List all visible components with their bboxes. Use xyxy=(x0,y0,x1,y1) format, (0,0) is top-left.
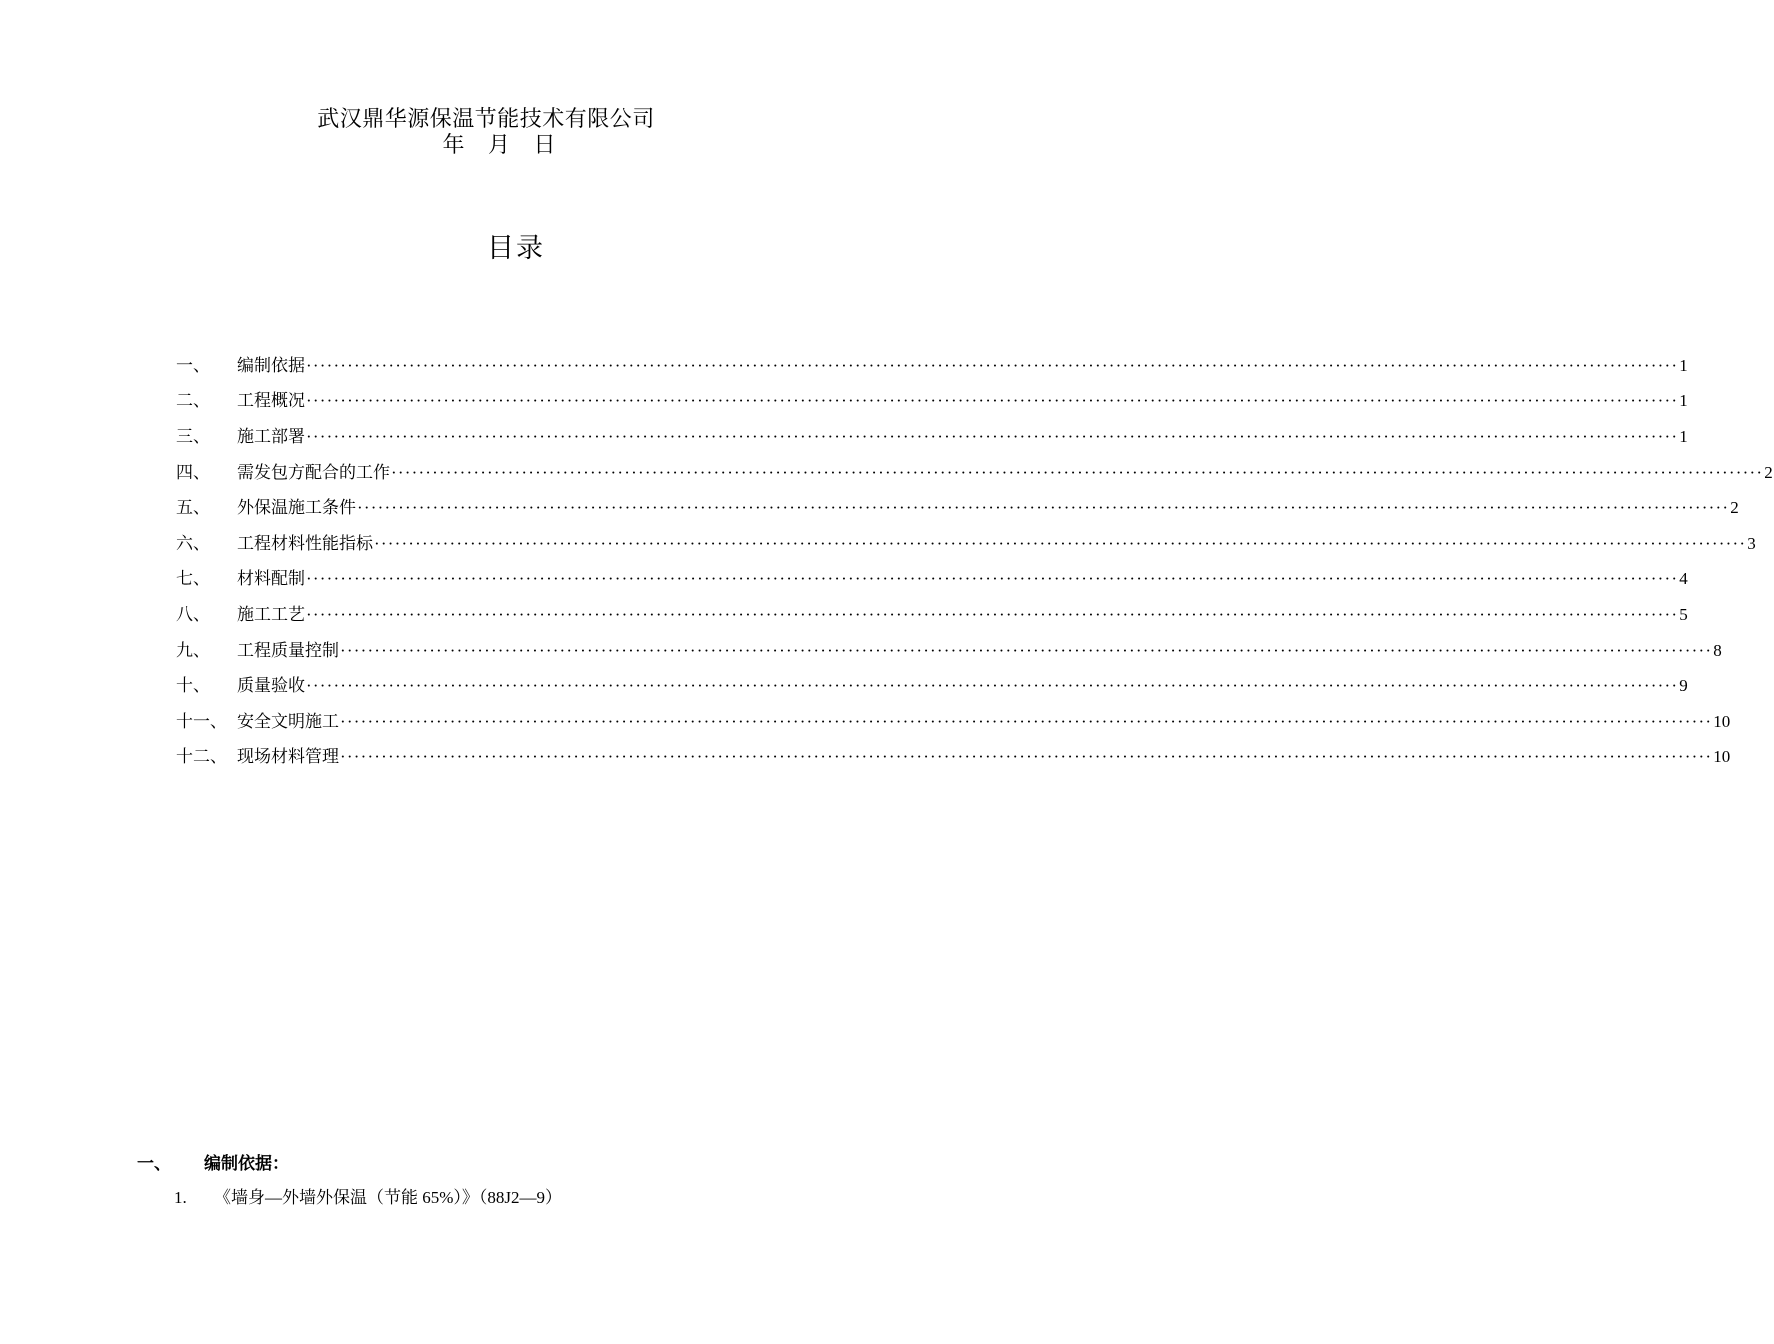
toc-entry-number: 九、 xyxy=(176,640,210,660)
toc-dot-leader: ········································································································································································································ xyxy=(306,426,1679,446)
toc-entry-12[interactable] xyxy=(176,740,1731,776)
toc-entry-number: 十、 xyxy=(176,676,210,696)
toc-entry-number: 六、 xyxy=(176,533,210,553)
toc-entry-page: 1 xyxy=(1679,391,1688,411)
toc-entry-number: 八、 xyxy=(176,604,210,624)
toc-entry-label: 质量验收 xyxy=(237,676,305,696)
toc-entry-1[interactable] xyxy=(176,348,1688,384)
toc-entry-8[interactable] xyxy=(176,597,1688,633)
toc-entry-number: 四、 xyxy=(176,462,210,482)
toc-entry-10[interactable] xyxy=(176,668,1688,704)
toc-entry-page: 1 xyxy=(1679,426,1688,446)
toc-dot-leader: ········································································································································································································ xyxy=(306,676,1679,696)
section-heading xyxy=(137,1152,289,1176)
list-item-number: 1. xyxy=(174,1188,187,1207)
section-title: 编制依据： xyxy=(204,1154,289,1173)
toc-dot-leader: ········································································································································································································ xyxy=(306,604,1679,624)
toc-entry-7[interactable] xyxy=(176,562,1688,598)
toc-entry-label: 工程材料性能指标 xyxy=(237,533,373,553)
toc-entry-number: 一、 xyxy=(176,355,210,375)
section-number: 一、 xyxy=(137,1154,171,1173)
toc-entry-page: 2 xyxy=(1730,498,1739,518)
toc-dot-leader: ········································································································································································································ xyxy=(306,355,1679,375)
toc-dot-leader: ········································································································································································································ xyxy=(340,640,1713,660)
section-list-item xyxy=(174,1186,562,1210)
toc-title: 目录 xyxy=(487,233,545,263)
toc-entry-label: 现场材料管理 xyxy=(237,747,339,767)
toc-entry-number: 十二、 xyxy=(176,747,227,767)
toc-entry-5[interactable] xyxy=(176,490,1739,526)
toc-entry-number: 五、 xyxy=(176,498,210,518)
toc-entry-page: 2 xyxy=(1764,462,1773,482)
toc-entry-3[interactable] xyxy=(176,419,1688,455)
toc-entry-11[interactable] xyxy=(176,704,1731,740)
date-line: 年 月 日 xyxy=(442,132,556,157)
toc-entry-page: 10 xyxy=(1713,747,1731,767)
toc-entry-label: 外保温施工条件 xyxy=(237,498,356,518)
toc-entry-6[interactable] xyxy=(176,526,1756,562)
toc-entry-label: 材料配制 xyxy=(237,569,305,589)
toc-entry-label: 工程质量控制 xyxy=(237,640,339,660)
toc-dot-leader: ········································································································································································································ xyxy=(340,747,1713,767)
toc-entry-page: 3 xyxy=(1747,533,1756,553)
company-name: 武汉鼎华源保温节能技术有限公司 xyxy=(317,106,655,131)
toc-entry-label: 需发包方配合的工作 xyxy=(237,462,390,482)
table-of-contents xyxy=(176,348,1773,775)
toc-entry-label: 工程概况 xyxy=(237,391,305,411)
toc-entry-label: 安全文明施工 xyxy=(237,711,339,731)
toc-entry-label: 编制依据 xyxy=(237,355,305,375)
toc-entry-page: 5 xyxy=(1679,604,1688,624)
toc-entry-4[interactable] xyxy=(176,455,1773,491)
toc-dot-leader: ········································································································································································································ xyxy=(306,391,1679,411)
toc-entry-number: 七、 xyxy=(176,569,210,589)
toc-entry-page: 9 xyxy=(1679,676,1688,696)
toc-entry-number: 二、 xyxy=(176,391,210,411)
toc-dot-leader: ········································································································································································································ xyxy=(374,533,1747,553)
toc-entry-2[interactable] xyxy=(176,384,1688,420)
toc-entry-page: 8 xyxy=(1713,640,1722,660)
toc-entry-label: 施工部署 xyxy=(237,426,305,446)
toc-entry-label: 施工工艺 xyxy=(237,604,305,624)
toc-dot-leader: ········································································································································································································ xyxy=(391,462,1764,482)
toc-entry-9[interactable] xyxy=(176,633,1722,669)
toc-entry-page: 10 xyxy=(1713,711,1731,731)
toc-dot-leader: ········································································································································································································ xyxy=(306,569,1679,589)
list-item-text: 《墙身—外墙外保温（节能 65%）》（88J2—9） xyxy=(214,1188,563,1207)
toc-dot-leader: ········································································································································································································ xyxy=(340,711,1713,731)
toc-entry-number: 十一、 xyxy=(176,711,227,731)
toc-entry-number: 三、 xyxy=(176,426,210,446)
toc-entry-page: 1 xyxy=(1679,355,1688,375)
toc-dot-leader: ········································································································································································································ xyxy=(357,498,1730,518)
toc-entry-page: 4 xyxy=(1679,569,1688,589)
